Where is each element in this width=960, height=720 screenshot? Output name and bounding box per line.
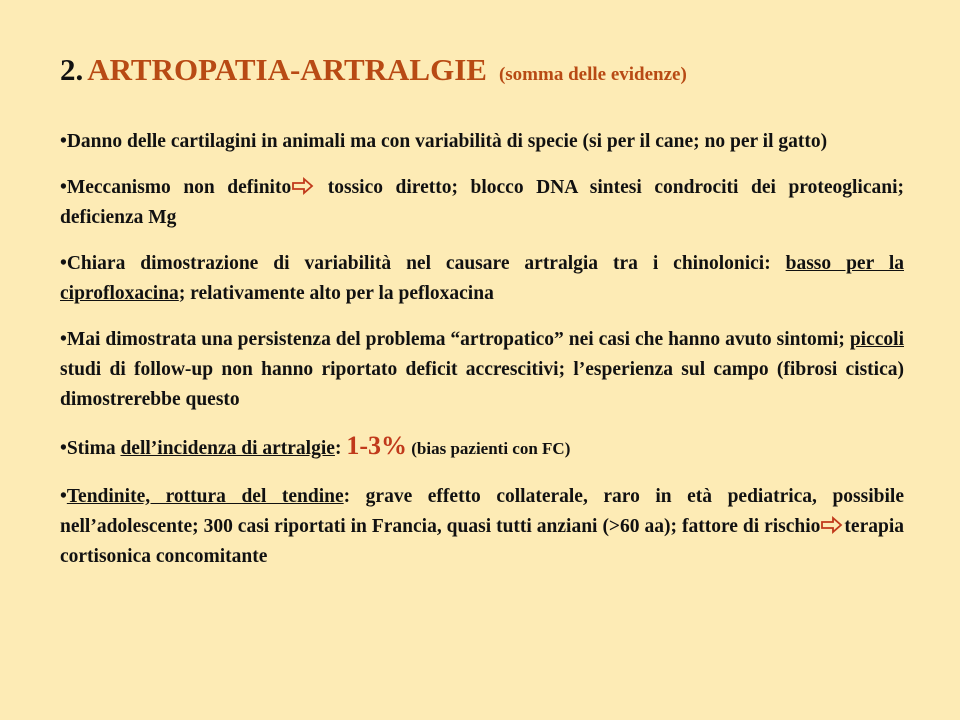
incidence-value: 1-3% bbox=[346, 431, 407, 460]
title-subtitle: (somma delle evidenze) bbox=[498, 64, 687, 85]
underlined-text: basso per la ciprofloxacina bbox=[60, 253, 904, 304]
bullet-text: •Chiara dimostrazione di variabilità nel causare artralgia tra i chinolonici: bbox=[60, 253, 786, 274]
arrow-right-icon bbox=[821, 516, 843, 534]
bullet-cartilage-damage bbox=[60, 127, 904, 157]
underlined-text: piccoli bbox=[849, 329, 904, 350]
incidence-note: (bias pazienti con FC) bbox=[406, 439, 571, 458]
bullet-persistence bbox=[60, 325, 904, 415]
title-main: ARTROPATIA-ARTRALGIE bbox=[87, 52, 487, 87]
bullet-tendinitis bbox=[60, 482, 904, 572]
arrow-right-icon bbox=[292, 177, 314, 195]
bullet-text: studi di follow-up non hanno riportato deficit accrescitivi; l’esperienza sul campo (fibrosi cistica) dimostrerebbe questo bbox=[60, 359, 904, 410]
bullet-text: •Mai dimostrata una persistenza del problema “artropatico” nei casi che hanno avuto sintomi; bbox=[60, 329, 850, 350]
bullet-text: •Meccanismo non definito bbox=[60, 177, 292, 198]
underlined-text: dell’incidenza di artralgie bbox=[120, 438, 335, 459]
bullet-text: •Stima bbox=[60, 438, 121, 459]
bullet-text: terapia cortisonica concomitante bbox=[60, 516, 904, 567]
bullet-marker: • bbox=[60, 486, 67, 507]
title-number: 2. bbox=[60, 52, 84, 87]
bullet-incidence bbox=[60, 431, 904, 464]
slide-title bbox=[60, 52, 687, 88]
bullet-list bbox=[60, 127, 904, 588]
bullet-text: ; relativamente alto per la pefloxacina bbox=[178, 283, 494, 304]
underlined-text: Tendinite, rottura del tendine bbox=[66, 486, 344, 507]
bullet-text: : grave effetto collaterale, raro in età pediatrica, possibile nell’adolescente; 300 casi riportati in Francia, quasi tutti anziani (>60 aa); fattore di rischio bbox=[60, 486, 904, 537]
bullet-variability bbox=[60, 249, 904, 309]
bullet-text: : bbox=[334, 438, 347, 459]
bullet-text: •Danno delle cartilagini in animali ma con variabilità di specie (si per il cane; no per il gatto) bbox=[60, 131, 828, 152]
bullet-text: tossico diretto; blocco DNA sintesi condrociti dei proteoglicani; deficienza Mg bbox=[60, 177, 904, 228]
bullet-mechanism bbox=[60, 173, 904, 233]
